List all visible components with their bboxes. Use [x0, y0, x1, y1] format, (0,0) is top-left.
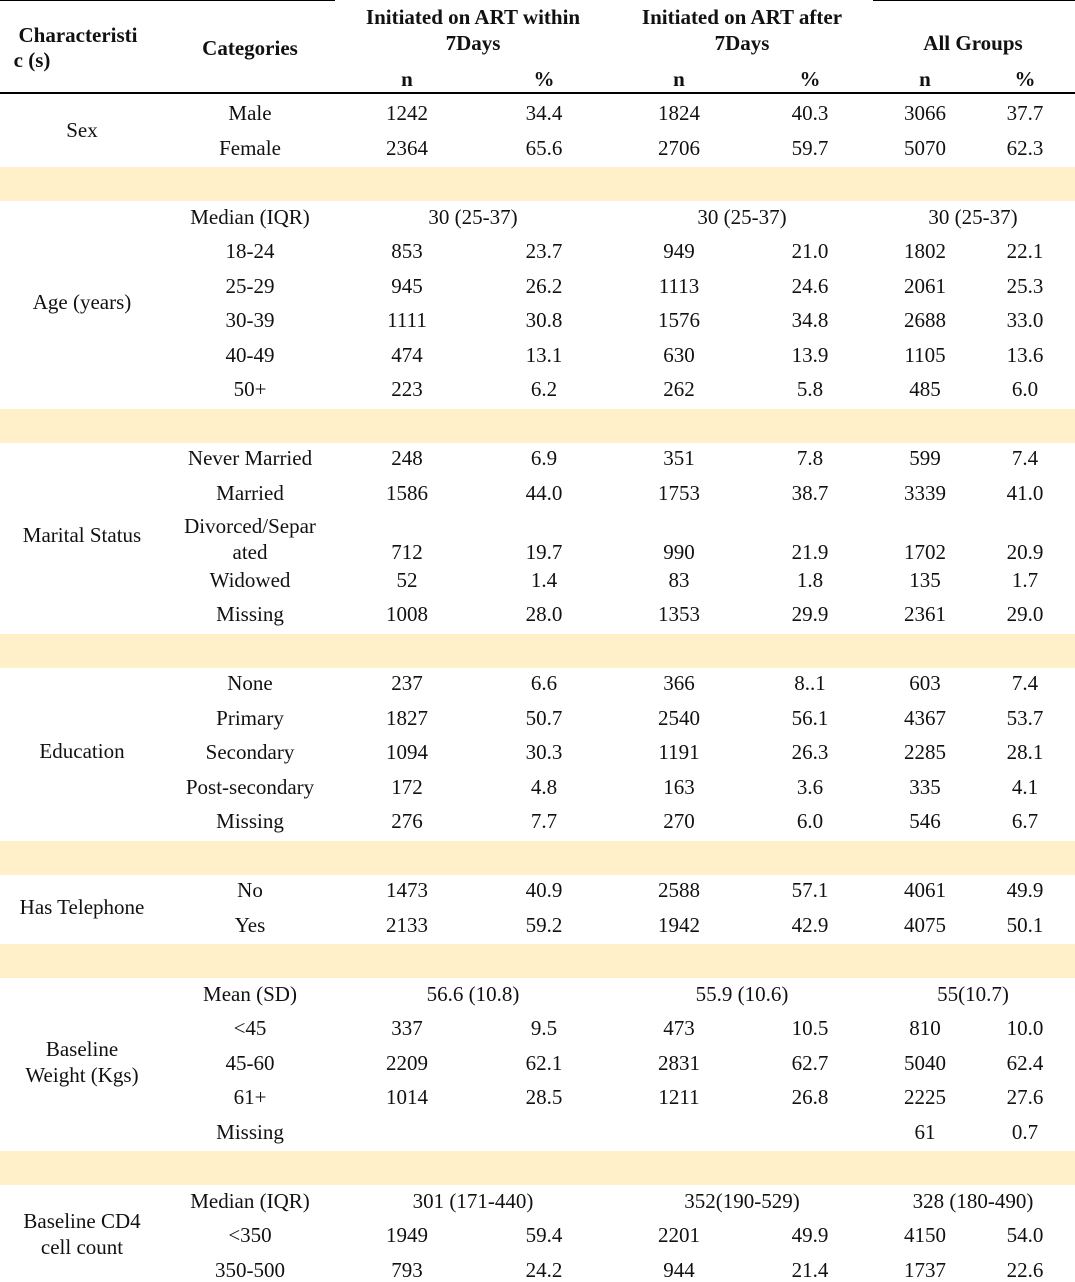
- count-value: 944: [663, 1257, 695, 1282]
- summary-value: 328 (180-490): [912, 1188, 1034, 1213]
- percent-value: 65.6: [525, 135, 563, 160]
- count-value: 3066: [904, 101, 946, 126]
- count-value: 2201: [658, 1223, 700, 1248]
- count-value: 172: [391, 774, 423, 799]
- count-value: 335: [909, 774, 941, 799]
- category-label: Secondary: [205, 740, 295, 765]
- percent-value: 49.9: [1006, 878, 1044, 903]
- category-label: Primary: [216, 705, 284, 730]
- percent-value: 62.4: [1006, 1050, 1044, 1075]
- percent-value: 7.4: [1011, 446, 1039, 471]
- percent-value: 24.6: [791, 273, 829, 298]
- count-value: 990: [663, 540, 695, 564]
- category-label: 18-24: [225, 239, 275, 264]
- count-value: 1353: [658, 602, 700, 627]
- count-value: 4367: [904, 705, 946, 730]
- percent-value: 57.1: [791, 878, 829, 903]
- characteristic-label-line: Marital Status: [22, 523, 142, 548]
- category-label: Married: [216, 480, 284, 505]
- header-group-after-2: 7Days: [714, 31, 770, 55]
- percent-value: 0.7: [1011, 1119, 1039, 1144]
- count-value: 248: [391, 446, 423, 471]
- count-value: 4150: [904, 1223, 946, 1248]
- count-value: 2133: [386, 912, 428, 937]
- percent-value: 1.4: [530, 567, 558, 592]
- header-pct-after: %: [799, 67, 821, 91]
- percent-value: 53.7: [1006, 705, 1044, 730]
- count-value: 270: [663, 809, 695, 834]
- count-value: 1191: [658, 740, 700, 765]
- count-value: 1586: [386, 480, 428, 505]
- category-label: Mean (SD): [203, 981, 297, 1006]
- percent-value: 23.7: [525, 239, 563, 264]
- count-value: 5040: [904, 1050, 946, 1075]
- section-separator: [0, 841, 1075, 875]
- percent-value: 9.5: [530, 1016, 558, 1041]
- percent-value: 28.1: [1006, 740, 1044, 765]
- category-label: 40-49: [225, 342, 275, 367]
- header-pct-all: %: [1014, 67, 1036, 91]
- percent-value: 3.6: [796, 774, 824, 799]
- header-group-within-2: 7Days: [445, 31, 501, 55]
- count-value: 1753: [658, 480, 700, 505]
- count-value: 4061: [904, 878, 946, 903]
- header-group-all: All Groups: [923, 31, 1023, 55]
- percent-value: 7.8: [796, 446, 824, 471]
- characteristic-label: [23, 1208, 140, 1260]
- count-value: 5070: [904, 135, 946, 160]
- count-value: 1105: [904, 342, 946, 367]
- count-value: 4075: [904, 912, 946, 937]
- characteristic-label-line: Weight (Kgs): [25, 1062, 139, 1087]
- category-label: <45: [233, 1016, 267, 1041]
- count-value: 83: [668, 567, 690, 592]
- category-label: Divorced/Separ: [184, 514, 316, 538]
- count-value: 2540: [658, 705, 700, 730]
- percent-value: 26.3: [791, 740, 829, 765]
- summary-value: 56.6 (10.8): [426, 981, 520, 1006]
- count-value: 276: [391, 809, 423, 834]
- percent-value: 10.5: [791, 1016, 829, 1041]
- percent-value: 26.2: [525, 273, 563, 298]
- section-separator: [0, 167, 1075, 201]
- category-label: Missing: [216, 809, 284, 834]
- characteristic-label-line: Age (years): [32, 290, 132, 314]
- percent-value: 21.0: [791, 239, 829, 264]
- category-label: 30-39: [225, 308, 275, 333]
- percent-value: 21.4: [791, 1257, 829, 1282]
- category-label: Female: [219, 135, 281, 160]
- percent-value: 21.9: [791, 540, 829, 564]
- count-value: 1702: [904, 540, 946, 564]
- count-value: 1473: [386, 878, 428, 903]
- percent-value: 30.8: [525, 308, 563, 333]
- header-characteristic-1: Characteristi: [18, 23, 138, 47]
- percent-value: 59.2: [525, 912, 563, 937]
- count-value: 1737: [904, 1257, 946, 1282]
- percent-value: 56.1: [791, 705, 829, 730]
- count-value: 793: [391, 1257, 423, 1282]
- percent-value: 29.0: [1006, 602, 1044, 627]
- category-label: 25-29: [225, 273, 275, 298]
- percent-value: 62.3: [1006, 135, 1044, 160]
- percent-value: 27.6: [1006, 1085, 1044, 1110]
- header-categories: Categories: [202, 36, 298, 60]
- percent-value: 8..1: [794, 671, 826, 696]
- percent-value: 13.1: [525, 342, 563, 367]
- count-value: 630: [663, 342, 695, 367]
- characteristic-label: [66, 117, 98, 143]
- percent-value: 41.0: [1006, 480, 1044, 505]
- percent-value: 26.8: [791, 1085, 829, 1110]
- characteristic-label-line: cell count: [40, 1235, 124, 1260]
- count-value: 603: [909, 671, 941, 696]
- percent-value: 59.4: [525, 1223, 563, 1248]
- count-value: 2361: [904, 602, 946, 627]
- category-label: No: [237, 878, 263, 903]
- characteristic-label: [20, 894, 145, 920]
- characteristic-label-line: Baseline CD4: [23, 1209, 141, 1234]
- percent-value: 13.6: [1006, 342, 1044, 367]
- count-value: 1094: [386, 740, 428, 765]
- count-value: 1242: [386, 101, 428, 126]
- percent-value: 24.2: [525, 1257, 563, 1282]
- category-label: Male: [228, 101, 272, 126]
- percent-value: 30.3: [525, 740, 563, 765]
- count-value: 485: [909, 377, 941, 402]
- section-separator: [0, 409, 1075, 443]
- count-value: 351: [663, 446, 695, 471]
- count-value: 2706: [658, 135, 700, 160]
- category-label: 50+: [233, 377, 267, 402]
- count-value: 1113: [658, 273, 700, 298]
- summary-value: 352(190-529): [684, 1188, 800, 1213]
- count-value: 2364: [386, 135, 428, 160]
- percent-value: 50.1: [1006, 912, 1044, 937]
- section-separator: [0, 634, 1075, 668]
- percent-value: 62.7: [791, 1050, 829, 1075]
- percent-value: 6.0: [796, 809, 824, 834]
- percent-value: 19.7: [525, 540, 563, 564]
- count-value: 163: [663, 774, 695, 799]
- percent-value: 29.9: [791, 602, 829, 627]
- percent-value: 28.0: [525, 602, 563, 627]
- category-label: Median (IQR): [190, 204, 310, 229]
- category-label: Never Married: [187, 446, 313, 471]
- count-value: 1949: [386, 1223, 428, 1248]
- count-value: 2285: [904, 740, 946, 765]
- count-value: 1802: [904, 239, 946, 264]
- top-rule-right: [873, 0, 1075, 1]
- count-value: 2688: [904, 308, 946, 333]
- summary-value: 55.9 (10.6): [695, 981, 789, 1006]
- category-label: Widowed: [209, 567, 291, 592]
- count-value: 2061: [904, 273, 946, 298]
- percent-value: 38.7: [791, 480, 829, 505]
- percent-value: 6.9: [530, 446, 558, 471]
- count-value: 237: [391, 671, 423, 696]
- category-label: 350-500: [215, 1257, 285, 1282]
- count-value: 2209: [386, 1050, 428, 1075]
- percent-value: 5.8: [796, 377, 824, 402]
- percent-value: 22.1: [1006, 239, 1044, 264]
- count-value: 853: [391, 239, 423, 264]
- count-value: 61: [914, 1119, 936, 1144]
- count-value: 945: [391, 273, 423, 298]
- percent-value: 20.9: [1006, 540, 1044, 564]
- characteristic-label: [39, 738, 124, 764]
- summary-value: 301 (171-440): [412, 1188, 534, 1213]
- category-label-cont: ated: [232, 540, 268, 564]
- top-rule-left: [0, 0, 335, 1]
- count-value: 1211: [658, 1085, 700, 1110]
- characteristic-label-line: Education: [39, 739, 125, 764]
- characteristic-label: [25, 1036, 138, 1088]
- percent-value: 42.9: [791, 912, 829, 937]
- percent-value: 50.7: [525, 705, 563, 730]
- percent-value: 40.3: [791, 101, 829, 126]
- characteristic-label: [23, 522, 141, 548]
- percent-value: 40.9: [525, 878, 563, 903]
- count-value: 474: [391, 342, 423, 367]
- header-group-after-1: Initiated on ART after: [641, 5, 843, 29]
- characteristic-label-line: Baseline: [45, 1036, 119, 1061]
- percent-value: 25.3: [1006, 273, 1044, 298]
- percent-value: 6.7: [1011, 809, 1039, 834]
- category-label: 45-60: [225, 1050, 275, 1075]
- category-label: <350: [228, 1223, 272, 1248]
- count-value: 223: [391, 377, 423, 402]
- percent-value: 1.8: [796, 567, 824, 592]
- characteristic-label: [33, 289, 132, 315]
- category-label: Median (IQR): [190, 1188, 310, 1213]
- summary-value: 30 (25-37): [928, 204, 1018, 229]
- count-value: 949: [663, 239, 695, 264]
- percent-value: 7.4: [1011, 671, 1039, 696]
- header-n-all: n: [919, 67, 931, 91]
- count-value: 1576: [658, 308, 700, 333]
- percent-value: 1.7: [1011, 567, 1039, 592]
- percent-value: 37.7: [1006, 101, 1044, 126]
- header-bottom-rule: [0, 92, 1075, 94]
- count-value: 546: [909, 809, 941, 834]
- count-value: 2831: [658, 1050, 700, 1075]
- count-value: 337: [391, 1016, 423, 1041]
- count-value: 52: [396, 567, 418, 592]
- percent-value: 59.7: [791, 135, 829, 160]
- percent-value: 33.0: [1006, 308, 1044, 333]
- count-value: 262: [663, 377, 695, 402]
- header-pct-within: %: [533, 67, 555, 91]
- section-separator: [0, 944, 1075, 978]
- percent-value: 4.1: [1011, 774, 1039, 799]
- percent-value: 28.5: [525, 1085, 563, 1110]
- percent-value: 6.2: [530, 377, 558, 402]
- percent-value: 6.6: [530, 671, 558, 696]
- summary-value: 55(10.7): [937, 981, 1009, 1006]
- header-group-within-1: Initiated on ART within: [365, 5, 581, 29]
- section-separator: [0, 1151, 1075, 1185]
- percent-value: 34.4: [525, 101, 563, 126]
- count-value: 712: [391, 540, 423, 564]
- count-value: 599: [909, 446, 941, 471]
- count-value: 2225: [904, 1085, 946, 1110]
- category-label: Missing: [216, 602, 284, 627]
- summary-value: 30 (25-37): [697, 204, 787, 229]
- characteristic-label-line: Sex: [66, 117, 98, 142]
- category-label: 61+: [233, 1085, 267, 1110]
- header-characteristic-2: c (s): [13, 48, 51, 72]
- percent-value: 34.8: [791, 308, 829, 333]
- percent-value: 62.1: [525, 1050, 563, 1075]
- count-value: 2588: [658, 878, 700, 903]
- count-value: 1942: [658, 912, 700, 937]
- header-n-within: n: [401, 67, 413, 91]
- count-value: 1824: [658, 101, 700, 126]
- percent-value: 13.9: [791, 342, 829, 367]
- count-value: 473: [663, 1016, 695, 1041]
- percent-value: 10.0: [1006, 1016, 1044, 1041]
- category-label: Missing: [216, 1119, 284, 1144]
- count-value: 1014: [386, 1085, 428, 1110]
- count-value: 3339: [904, 480, 946, 505]
- percent-value: 6.0: [1011, 377, 1039, 402]
- percent-value: 4.8: [530, 774, 558, 799]
- count-value: 1008: [386, 602, 428, 627]
- percent-value: 49.9: [791, 1223, 829, 1248]
- category-label: None: [227, 671, 273, 696]
- count-value: 810: [909, 1016, 941, 1041]
- count-value: 135: [909, 567, 941, 592]
- percent-value: 44.0: [525, 480, 563, 505]
- percent-value: 22.6: [1006, 1257, 1044, 1282]
- percent-value: 7.7: [530, 809, 558, 834]
- summary-value: 30 (25-37): [428, 204, 518, 229]
- category-label: Yes: [234, 912, 266, 937]
- header-n-after: n: [673, 67, 685, 91]
- count-value: 1111: [387, 308, 427, 333]
- count-value: 1827: [386, 705, 428, 730]
- count-value: 366: [663, 671, 695, 696]
- percent-value: 54.0: [1006, 1223, 1044, 1248]
- category-label: Post-secondary: [185, 774, 315, 799]
- characteristic-label-line: Has Telephone: [19, 894, 145, 919]
